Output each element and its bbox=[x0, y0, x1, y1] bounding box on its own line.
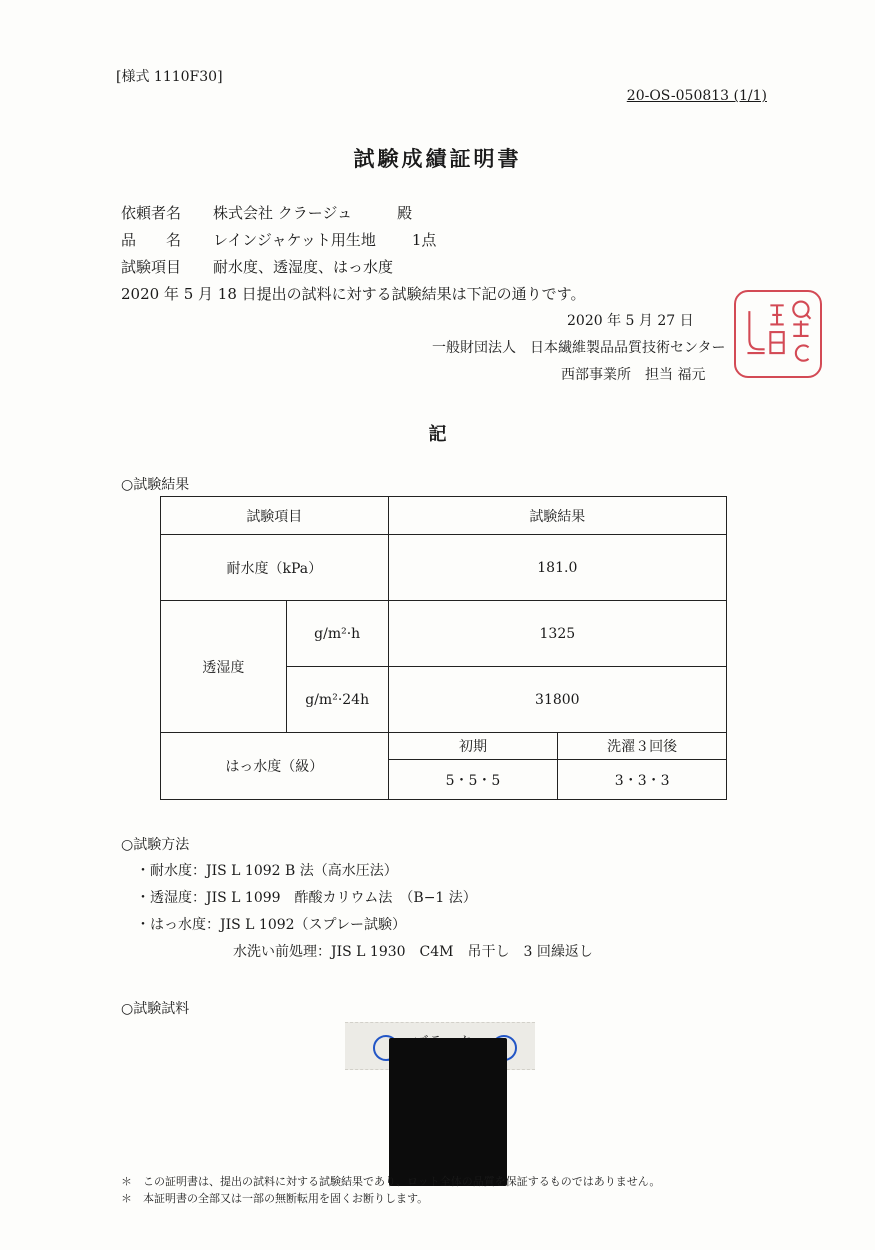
seal-graphic bbox=[736, 292, 820, 376]
water-resistance-value: 181.0 bbox=[388, 535, 726, 601]
table-row bbox=[161, 535, 727, 601]
item-value: レインジャケット用生地 bbox=[213, 231, 376, 249]
repellency-value-initial: 5・5・5 bbox=[388, 760, 558, 800]
black-fabric-swatch bbox=[389, 1038, 507, 1186]
certificate-title: 試験成績証明書 bbox=[353, 146, 522, 171]
item-row bbox=[121, 229, 436, 250]
client-row bbox=[121, 202, 412, 223]
breathability-unit-24h: g/m²·24h bbox=[286, 667, 388, 733]
document-number: 20-OS-050813 (1/1) bbox=[626, 88, 767, 104]
tests-label: 試験項目 bbox=[121, 258, 182, 276]
breathability-unit-h: g/m²·h bbox=[286, 601, 388, 667]
repellency-head-initial: 初期 bbox=[388, 733, 558, 760]
office-name: 西部事業所 担当 福元 bbox=[561, 367, 706, 383]
repellency-value-washed: 3・3・3 bbox=[558, 760, 727, 800]
sample-section-title: ○試験試料 bbox=[121, 1001, 190, 1017]
breathability-label: 透湿度 bbox=[161, 601, 287, 733]
methods-section-title: ○試験方法 bbox=[121, 837, 190, 853]
client-value: 株式会社 クラージュ 殿 bbox=[213, 204, 413, 222]
method-breathability: ・透湿度：JIS L 1099 酢酸カリウム法 （B−1 法） bbox=[136, 890, 477, 906]
table-row bbox=[161, 601, 727, 667]
client-label: 依頼者名 bbox=[121, 204, 182, 222]
results-section-title: ○試験結果 bbox=[121, 477, 190, 493]
issue-date: 2020 年 5 月 27 日 bbox=[567, 313, 694, 329]
item-quantity: 1点 bbox=[411, 231, 437, 249]
repellency-label: はっ水度（級） bbox=[161, 733, 389, 800]
note-lot-disclaimer: ＊ この証明書は、提出の試料に対する試験結果であり、ロット全体の品質を保証するものではありません。 bbox=[121, 1175, 661, 1188]
ki-heading: 記 bbox=[428, 424, 447, 445]
method-water-resistance: ・耐水度：JIS L 1092 B 法（高水圧法） bbox=[136, 863, 398, 879]
water-resistance-label: 耐水度（kPa） bbox=[161, 535, 389, 601]
breathability-value-h: 1325 bbox=[388, 601, 726, 667]
note-reproduction: ＊ 本証明書の全部又は一部の無断転用を固くお断りします。 bbox=[121, 1192, 429, 1205]
table-header-row bbox=[161, 497, 727, 535]
repellency-head-washed: 洗濯３回後 bbox=[558, 733, 727, 760]
header-test-result: 試験結果 bbox=[388, 497, 726, 535]
official-seal bbox=[734, 290, 822, 378]
header-test-item: 試験項目 bbox=[161, 497, 389, 535]
tests-value: 耐水度、透湿度、はっ水度 bbox=[213, 258, 394, 276]
method-pretreatment: 水洗い前処理：JIS L 1930 C4M 吊干し 3 回繰返し bbox=[233, 944, 593, 960]
breathability-value-24h: 31800 bbox=[388, 667, 726, 733]
organization-name: 一般財団法人 日本繊維製品品質技術センター bbox=[432, 340, 726, 356]
fabric-sample bbox=[345, 1018, 535, 1186]
method-repellency: ・はっ水度：JIS L 1092（スプレー試験） bbox=[136, 917, 406, 933]
form-number: [様式 1110F30] bbox=[116, 69, 223, 85]
statement: 2020 年 5 月 18 日提出の試料に対する試験結果は下記の通りです。 bbox=[121, 285, 586, 303]
tests-row bbox=[121, 256, 393, 277]
results-table bbox=[160, 496, 727, 800]
item-label: 品 名 bbox=[121, 231, 182, 249]
table-row bbox=[161, 733, 727, 760]
